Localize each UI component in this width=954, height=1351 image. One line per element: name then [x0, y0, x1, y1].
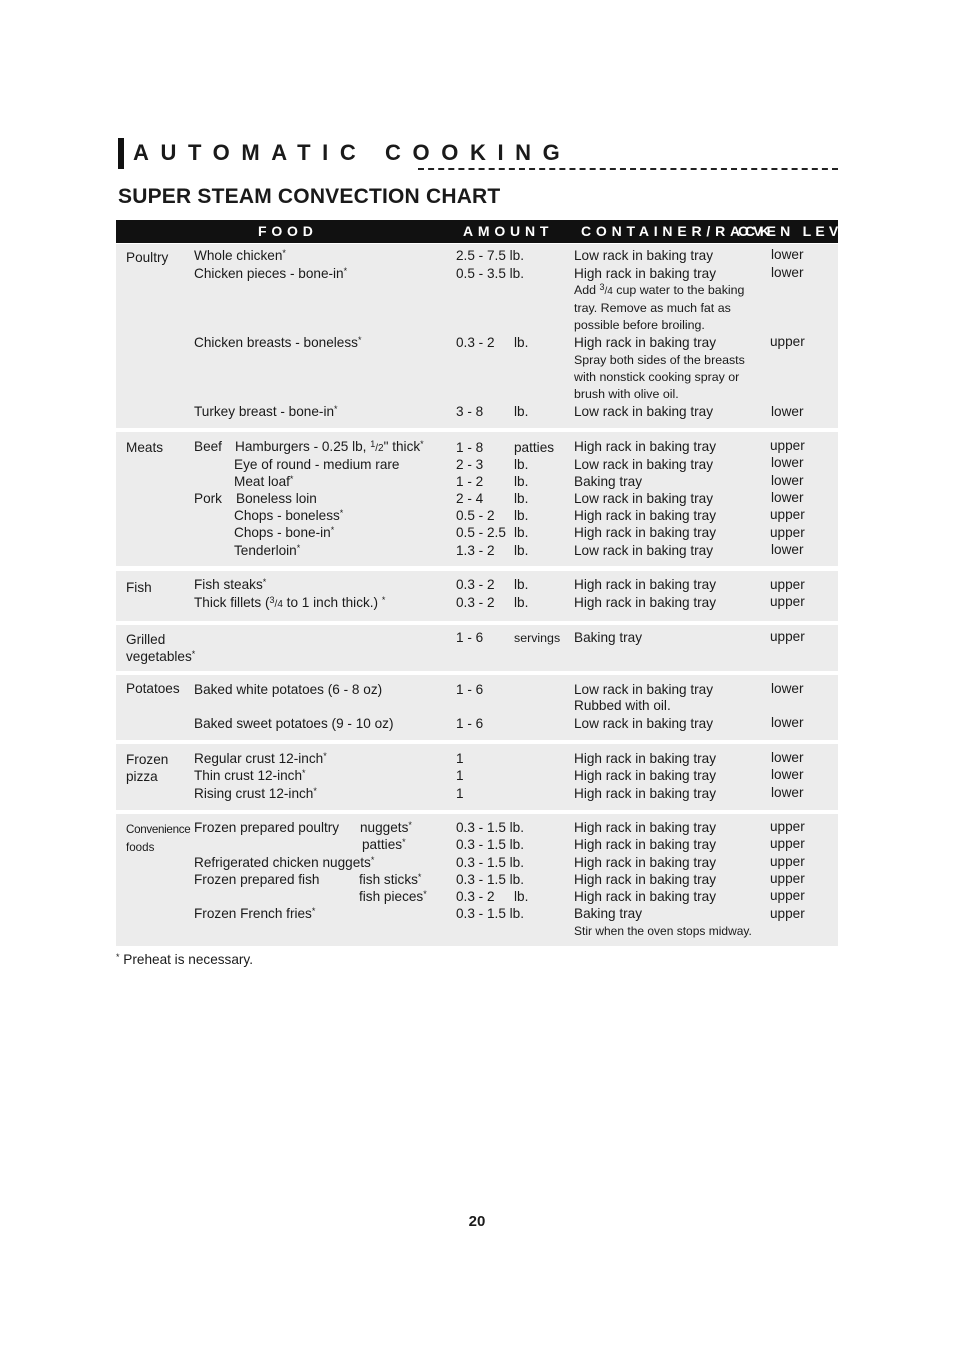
oven-level: upper — [770, 836, 805, 851]
container: High rack in baking tray — [574, 786, 717, 801]
container: Low rack in baking tray — [574, 716, 714, 731]
container: Low rack in baking tray — [574, 682, 714, 697]
oven-level: upper — [770, 629, 805, 644]
container-note: Stir when the oven stops midway. — [574, 924, 752, 938]
oven-level: upper — [770, 438, 805, 453]
category-meats: Meats — [126, 440, 164, 455]
food-item: Thin crust 12-inch* — [194, 768, 306, 783]
oven-level: lower — [771, 265, 804, 280]
container: High rack in baking tray — [574, 335, 717, 350]
amount: 0.5 - 2.5 — [456, 525, 506, 540]
container: Low rack in baking tray — [574, 457, 714, 472]
food-item: Thick fillets ($^3$/4 to 1 inch thick.) * — [194, 595, 386, 610]
category-poultry: Poultry — [126, 250, 169, 265]
header-container: CONTAINER/RACK — [581, 223, 775, 239]
amount-unit: lb. — [514, 595, 529, 610]
oven-level: lower — [771, 785, 804, 800]
amount: 0.3 - 1.5 lb. — [456, 837, 525, 852]
amount-unit: lb. — [514, 889, 529, 904]
oven-level: upper — [770, 819, 805, 834]
amount-unit: lb. — [514, 508, 529, 523]
amount: 0.3 - 1.5 lb. — [456, 872, 525, 887]
food-subitem: patties* — [362, 837, 406, 852]
oven-level: lower — [771, 455, 804, 470]
food-subitem: nuggets* — [360, 820, 412, 835]
amount: 1 — [456, 751, 464, 766]
container: Baking tray — [574, 630, 643, 645]
amount: 0.5 - 2 — [456, 508, 495, 523]
amount: 2 - 3 — [456, 457, 484, 472]
amount: 0.3 - 2 — [456, 577, 495, 592]
amount-unit: lb. — [514, 525, 529, 540]
oven-level: upper — [770, 577, 805, 592]
oven-level: upper — [770, 906, 805, 921]
food-item: Whole chicken* — [194, 248, 286, 263]
container: Baking tray — [574, 474, 643, 489]
amount: 1 - 6 — [456, 630, 484, 645]
oven-level: upper — [770, 334, 805, 349]
amount: 0.3 - 1.5 lb. — [456, 820, 525, 835]
amount: 3 - 8 — [456, 404, 484, 419]
food-subitem: fish pieces* — [359, 889, 427, 904]
header-food: FOOD — [258, 223, 318, 239]
amount: 2 - 4 — [456, 491, 484, 506]
oven-level: upper — [770, 525, 805, 540]
container: High rack in baking tray — [574, 577, 717, 592]
container-note: with nonstick cooking spray or — [574, 370, 740, 384]
food-item: Frozen French fries* — [194, 906, 316, 921]
oven-level: lower — [771, 542, 804, 557]
amount-unit: servings — [514, 631, 561, 645]
food-item: Baked sweet potatoes (9 - 10 oz) — [194, 716, 394, 731]
food-item: Turkey breast - bone-in* — [194, 404, 338, 419]
food-item: Chops - bone-in* — [234, 525, 335, 540]
container: High rack in baking tray — [574, 525, 717, 540]
amount: 1 — [456, 786, 464, 801]
oven-level: upper — [770, 507, 805, 522]
header-amount: AMOUNT — [463, 223, 554, 239]
container: High rack in baking tray — [574, 855, 717, 870]
food-item: Hamburgers - 0.25 lb, $^1$/2" thick* — [235, 439, 424, 454]
section-marker — [118, 138, 124, 169]
category-fish: Fish — [126, 580, 152, 595]
amount: 0.3 - 2 — [456, 595, 495, 610]
food-item: Chicken pieces - bone-in* — [194, 266, 348, 281]
page-number: 20 — [468, 1213, 486, 1230]
food-item: Regular crust 12-inch* — [194, 751, 327, 766]
amount-unit: lb. — [514, 577, 529, 592]
food-item: Chicken breasts - boneless* — [194, 335, 362, 350]
amount: 0.3 - 2 — [456, 889, 495, 904]
food-item: Frozen prepared fish — [194, 872, 320, 887]
footnote: * Preheat is necessary. — [116, 952, 254, 967]
container: High rack in baking tray — [574, 266, 717, 281]
subcategory-pork: Pork — [194, 491, 222, 506]
oven-level: lower — [771, 750, 804, 765]
oven-level: upper — [770, 854, 805, 869]
container-note: Rubbed with oil. — [574, 698, 671, 713]
container: High rack in baking tray — [574, 751, 717, 766]
oven-level: lower — [771, 767, 804, 782]
category-pizza-line2: pizza — [126, 769, 158, 784]
amount: 0.5 - 3.5 lb. — [456, 266, 525, 281]
category-potatoes: Potatoes — [126, 681, 180, 696]
food-item: Baked white potatoes (6 - 8 oz) — [194, 682, 383, 697]
container: Baking tray — [574, 906, 643, 921]
oven-level: upper — [770, 594, 805, 609]
oven-level: lower — [771, 247, 804, 262]
oven-level: lower — [771, 473, 804, 488]
category-convenience: Convenience — [126, 823, 191, 836]
oven-level: lower — [771, 715, 804, 730]
food-item: Meat loaf* — [234, 474, 294, 489]
container: High rack in baking tray — [574, 508, 717, 523]
food-item: Fish steaks* — [194, 577, 267, 592]
food-item: Tenderloin* — [234, 543, 301, 558]
container: High rack in baking tray — [574, 595, 717, 610]
food-item: Frozen prepared poultry — [194, 820, 340, 835]
amount: 1 - 8 — [456, 440, 484, 455]
category-grilled-line2: vegetables* — [126, 649, 196, 664]
container-note: Spray both sides of the breasts — [574, 353, 745, 367]
amount: 1 - 6 — [456, 682, 484, 697]
amount: 2.5 - 7.5 lb. — [456, 248, 525, 263]
oven-level: lower — [771, 490, 804, 505]
container-note: brush with olive oil. — [574, 387, 679, 401]
amount-unit: patties — [514, 440, 555, 455]
amount-unit: lb. — [514, 404, 529, 419]
amount-unit: lb. — [514, 474, 529, 489]
container: Low rack in baking tray — [574, 404, 714, 419]
container: High rack in baking tray — [574, 872, 717, 887]
container: Low rack in baking tray — [574, 543, 714, 558]
amount: 1 — [456, 768, 464, 783]
container: Low rack in baking tray — [574, 491, 714, 506]
container: High rack in baking tray — [574, 837, 717, 852]
chart-title: SUPER STEAM CONVECTION CHART — [118, 185, 501, 208]
amount-unit: lb. — [514, 543, 529, 558]
oven-level: lower — [771, 681, 804, 696]
container: High rack in baking tray — [574, 439, 717, 454]
container-note: Add $^3$/4 cup water to the baking — [574, 282, 745, 297]
container-note: tray. Remove as much fat as — [574, 301, 731, 315]
amount: 0.3 - 2 — [456, 335, 495, 350]
section-title: AUTOMATIC COOKING — [133, 140, 572, 165]
food-item: Boneless loin — [236, 491, 317, 506]
amount-unit: lb. — [514, 335, 529, 350]
oven-level: upper — [770, 888, 805, 903]
amount-unit: lb. — [514, 457, 529, 472]
container-note: possible before broiling. — [574, 318, 705, 332]
food-item: Eye of round - medium rare — [234, 457, 400, 472]
amount-unit: lb. — [514, 491, 529, 506]
amount: 0.3 - 1.5 lb. — [456, 855, 525, 870]
food-item: Rising crust 12-inch* — [194, 786, 317, 801]
oven-level: upper — [770, 871, 805, 886]
amount: 1 - 6 — [456, 716, 484, 731]
subcategory-beef: Beef — [194, 439, 222, 454]
container: High rack in baking tray — [574, 820, 717, 835]
category-pizza: Frozen — [126, 752, 169, 767]
container: High rack in baking tray — [574, 768, 717, 783]
food-item: Chops - boneless* — [234, 508, 344, 523]
category-grilled: Grilled — [126, 632, 166, 647]
container: High rack in baking tray — [574, 889, 717, 904]
food-subitem: fish sticks* — [359, 872, 422, 887]
oven-level: lower — [771, 404, 804, 419]
amount: 0.3 - 1.5 lb. — [456, 906, 525, 921]
amount: 1 - 2 — [456, 474, 484, 489]
header-oven-level: OVEN LEVEL — [738, 223, 869, 239]
food-item: Refrigerated chicken nuggets* — [194, 855, 375, 870]
category-convenience-line2: foods — [126, 841, 155, 854]
container: Low rack in baking tray — [574, 248, 714, 263]
section-dashed-rule — [418, 168, 838, 170]
amount: 1.3 - 2 — [456, 543, 495, 558]
